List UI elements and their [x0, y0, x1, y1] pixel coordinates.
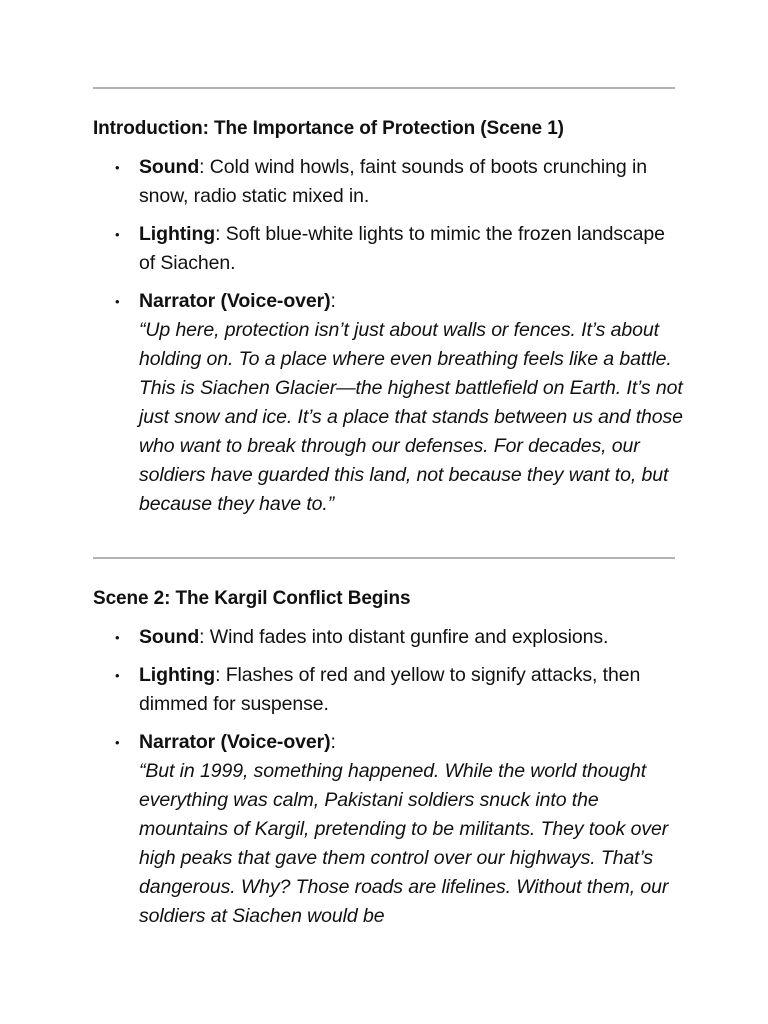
list-item-sound [93, 623, 683, 652]
list-item-lighting [93, 220, 683, 278]
bullet-icon: • [115, 294, 120, 309]
list-item-narrator [93, 728, 683, 931]
item-label: Narrator (Voice-over) [139, 731, 331, 753]
bullet-icon: • [115, 630, 120, 645]
list-item-sound [93, 153, 683, 211]
bullet-icon: • [115, 668, 120, 683]
scene-2-section [93, 585, 683, 940]
scene-1-section [93, 115, 683, 528]
item-text: : [330, 290, 336, 312]
item-label: Lighting [139, 223, 216, 245]
scene-1-list [93, 153, 683, 519]
horizontal-rule-top [93, 87, 675, 89]
scene-2-list [93, 623, 683, 931]
item-text: : Flashes of red and yellow to signify attacks, then dimmed for suspense. [139, 664, 641, 715]
item-text: : Wind fades into distant gunfire and explosions. [199, 626, 609, 648]
list-item-lighting [93, 661, 683, 719]
bullet-icon: • [115, 227, 120, 242]
narrator-quote: “But in 1999, something happened. While the world thought everything was calm, Pakistani soldiers snuck into the mountains of Kargil, pretending to be militants. They took over high peaks that gave them control over our highways. That’s dangerous. Why? Those roads are lifelines. Without them, our soldiers at Siachen would be [139, 760, 669, 927]
bullet-icon: • [115, 735, 120, 750]
item-label: Sound [139, 156, 200, 178]
item-label: Narrator (Voice-over) [139, 290, 331, 312]
bullet-icon: • [115, 160, 120, 175]
item-label: Sound [139, 626, 200, 648]
scene-2-heading: Scene 2: The Kargil Conflict Begins [93, 588, 411, 609]
list-item-narrator [93, 287, 683, 519]
narrator-quote: “Up here, protection isn’t just about walls or fences. It’s about holding on. To a place where even breathing feels like a battle. This is Siachen Glacier—the highest battlefield on Earth. It’s not just snow and ice. It’s a place that stands between us and those who want to break through our defenses. For decades, our soldiers have guarded this land, not because they want to, but because they have to.” [139, 319, 683, 515]
horizontal-rule-middle [93, 557, 675, 559]
item-text: : Soft blue-white lights to mimic the frozen landscape of Siachen. [139, 223, 665, 274]
item-text: : Cold wind howls, faint sounds of boots crunching in snow, radio static mixed in. [139, 156, 647, 207]
item-text: : [330, 731, 336, 753]
scene-1-heading: Introduction: The Importance of Protection (Scene 1) [93, 118, 564, 139]
item-label: Lighting [139, 664, 216, 686]
